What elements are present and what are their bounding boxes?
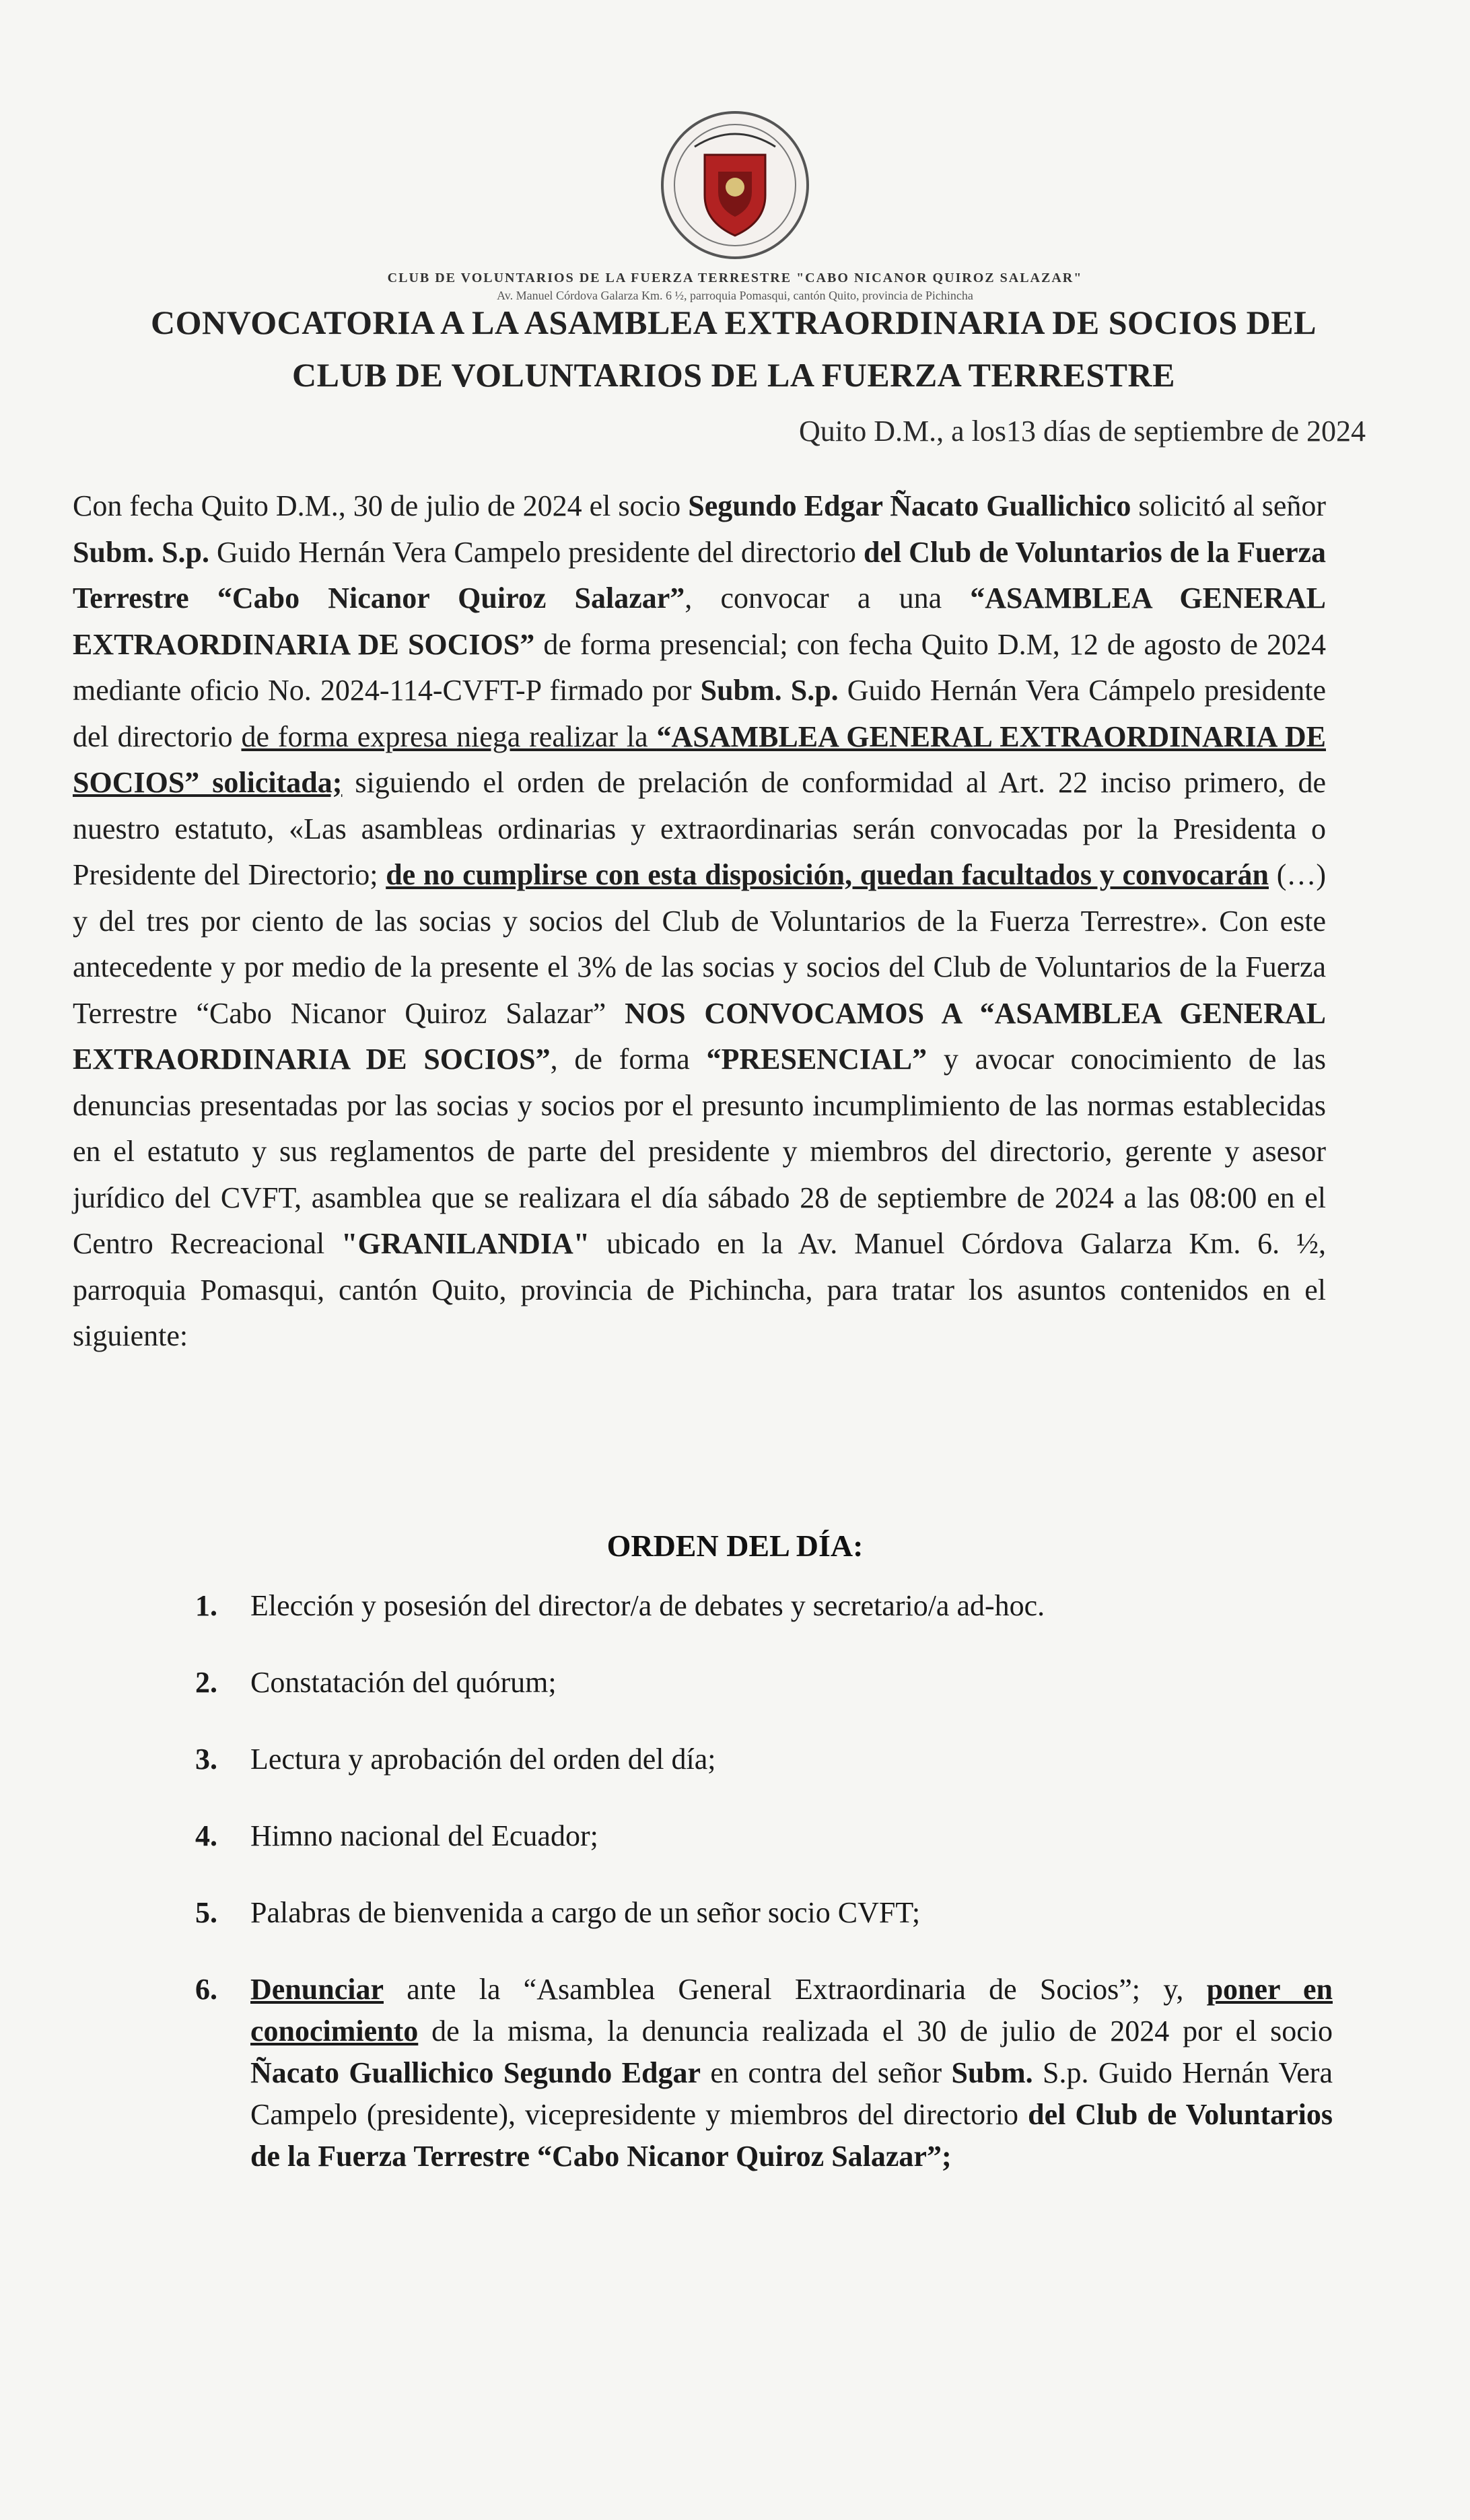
venue-name: "GRANILANDIA" xyxy=(341,1227,590,1260)
statute-clause: de no cumplirse con esta disposición, quedan facultados y convocarán xyxy=(386,858,1269,891)
text-run: de la misma, la denuncia realizada el 30 de julio de 2024 por el socio xyxy=(418,2015,1333,2048)
agenda-text: Palabras de bienvenida a cargo de un señor socio CVFT; xyxy=(250,1896,921,1929)
agenda-item xyxy=(195,1969,1333,2177)
text-run: Guido Hernán Vera Cámpelo presidente del directorio xyxy=(73,674,1326,753)
text-run: ubicado en la Av. Manuel Córdova Galarza Km. 6. ½, parroquia Pomasqui, cantón Quito, provincia de Pichincha, para tratar los asuntos contenidos en el siguiente: xyxy=(73,1227,1326,1352)
text-run: siguiendo el orden de prelación de conformidad al Art. 22 inciso primero, de nuestro estatuto, «Las asambleas ordinarias y extraordinarias serán convocadas por la Presidenta o Presidente del Directorio; xyxy=(73,766,1326,891)
agenda-item xyxy=(195,1739,1333,1780)
agenda-text: Constatación del quórum; xyxy=(250,1666,557,1699)
agenda-number: 2. xyxy=(195,1666,217,1699)
agenda-list xyxy=(195,1585,1333,2212)
asamblea-name: “ASAMBLEA GENERAL EXTRAORDINARIA DE SOCIOS” xyxy=(73,582,1326,661)
agenda-text: Elección y posesión del director/a de debates y secretario/a ad-hoc. xyxy=(250,1589,1045,1622)
convocation-statement: NOS CONVOCAMOS A “ASAMBLEA GENERAL EXTRAORDINARIA DE SOCIOS” xyxy=(73,996,1326,1076)
agenda-item xyxy=(195,1815,1333,1857)
club-full-name: del Club de Voluntarios de la Fuerza Terrestre “Cabo Nicanor Quiroz Salazar” xyxy=(73,535,1327,615)
agenda-number: 4. xyxy=(195,1819,217,1852)
title-line-2: CLUB DE VOLUNTARIOS DE LA FUERZA TERRESTRE xyxy=(292,356,1175,394)
text-run: en contra del señor xyxy=(701,2056,952,2089)
club-full-name: del Club de Voluntarios de la Fuerza Terrestre “Cabo Nicanor Quiroz Salazar”; xyxy=(250,2098,1333,2173)
rank-label: Subm. S.p. xyxy=(73,535,210,569)
agenda-number: 1. xyxy=(195,1589,217,1622)
body-paragraph xyxy=(73,483,1326,1360)
rank-label: Subm. xyxy=(951,2056,1033,2089)
text-run: S.p. Guido Hernán Vera Campelo (presidente), vicepresidente y miembros del directorio xyxy=(250,2056,1333,2131)
text-run: ante la “Asamblea General Extraordinaria de Socios”; y, xyxy=(384,1973,1207,2006)
document-date: Quito D.M., a los13 días de septiembre de 2024 xyxy=(799,415,1366,448)
denial-phrase: de forma expresa niega realizar la xyxy=(241,720,657,753)
document-body xyxy=(73,483,1326,1360)
text-run: , convocar a una xyxy=(685,582,971,615)
title-line-1: CONVOCATORIA A LA ASAMBLEA EXTRAORDINARIA DE SOCIOS DEL xyxy=(151,304,1317,341)
agenda-item xyxy=(195,1662,1333,1704)
agenda-item xyxy=(195,1585,1333,1627)
socio-name: Segundo Edgar Ñacato Guallichico xyxy=(688,489,1131,522)
text-run: de forma presencial; con fecha Quito D.M, 12 de agosto de 2024 mediante oficio No. 2024-114-CVFT-P firmado por xyxy=(73,627,1326,707)
agenda-number: 6. xyxy=(195,1973,217,2006)
club-name: CLUB DE VOLUNTARIOS DE LA FUERZA TERRESTRE "CABO NICANOR QUIROZ SALAZAR" xyxy=(387,271,1083,285)
club-seal-icon xyxy=(658,108,812,262)
agenda-number: 5. xyxy=(195,1896,217,1929)
text-run: Guido Hernán Vera Campelo presidente del directorio xyxy=(209,535,864,569)
document-title xyxy=(81,296,1387,401)
agenda-text: Lectura y aprobación del orden del día; xyxy=(250,1743,716,1776)
poner-label: poner en conocimiento xyxy=(250,1973,1333,2048)
text-run: (…) y del tres por ciento de las socias y socios del Club de Voluntarios de la Fuerza Terrestre». Con este antecedente y por medio de la presente el 3% de las socias y socios del Club de Voluntarios de la Fuerza Terrestre “Cabo Nicanor Quiroz Salazar” xyxy=(73,858,1326,1030)
text-run: y avocar conocimiento de las denuncias presentadas por las socias y socios por el presunto incumplimiento de las normas establecidas en el estatuto y sus reglamentos de parte del presidente y miembros del directorio, gerente y asesor jurídico del CVFT, asamblea que se realizara el día sábado 28 de septiembre de 2024 a las 08:00 en el Centro Recreacional xyxy=(73,1043,1326,1260)
text-run: , de forma xyxy=(550,1043,707,1076)
asamblea-solicitada: “ASAMBLEA GENERAL EXTRAORDINARIA DE SOCIOS” solicitada; xyxy=(73,720,1326,799)
text-run: Con fecha Quito D.M., 30 de julio de 2024 el socio xyxy=(73,489,689,522)
agenda-number: 3. xyxy=(195,1743,217,1776)
denunciar-label: Denunciar xyxy=(250,1973,384,2006)
letterhead xyxy=(0,108,1470,303)
socio-name: Ñacato Guallichico Segundo Edgar xyxy=(250,2056,701,2089)
agenda-text: Himno nacional del Ecuador; xyxy=(250,1819,598,1852)
presencial-label: “PRESENCIAL” xyxy=(706,1043,928,1076)
agenda-item xyxy=(195,1892,1333,1934)
club-address: Av. Manuel Córdova Galarza Km. 6 ½, parroquia Pomasqui, cantón Quito, provincia de Pichincha xyxy=(497,289,973,302)
text-run: solicitó al señor xyxy=(1131,489,1326,522)
rank-label: Subm. S.p. xyxy=(700,674,839,707)
agenda-title: ORDEN DEL DÍA: xyxy=(606,1529,864,1563)
